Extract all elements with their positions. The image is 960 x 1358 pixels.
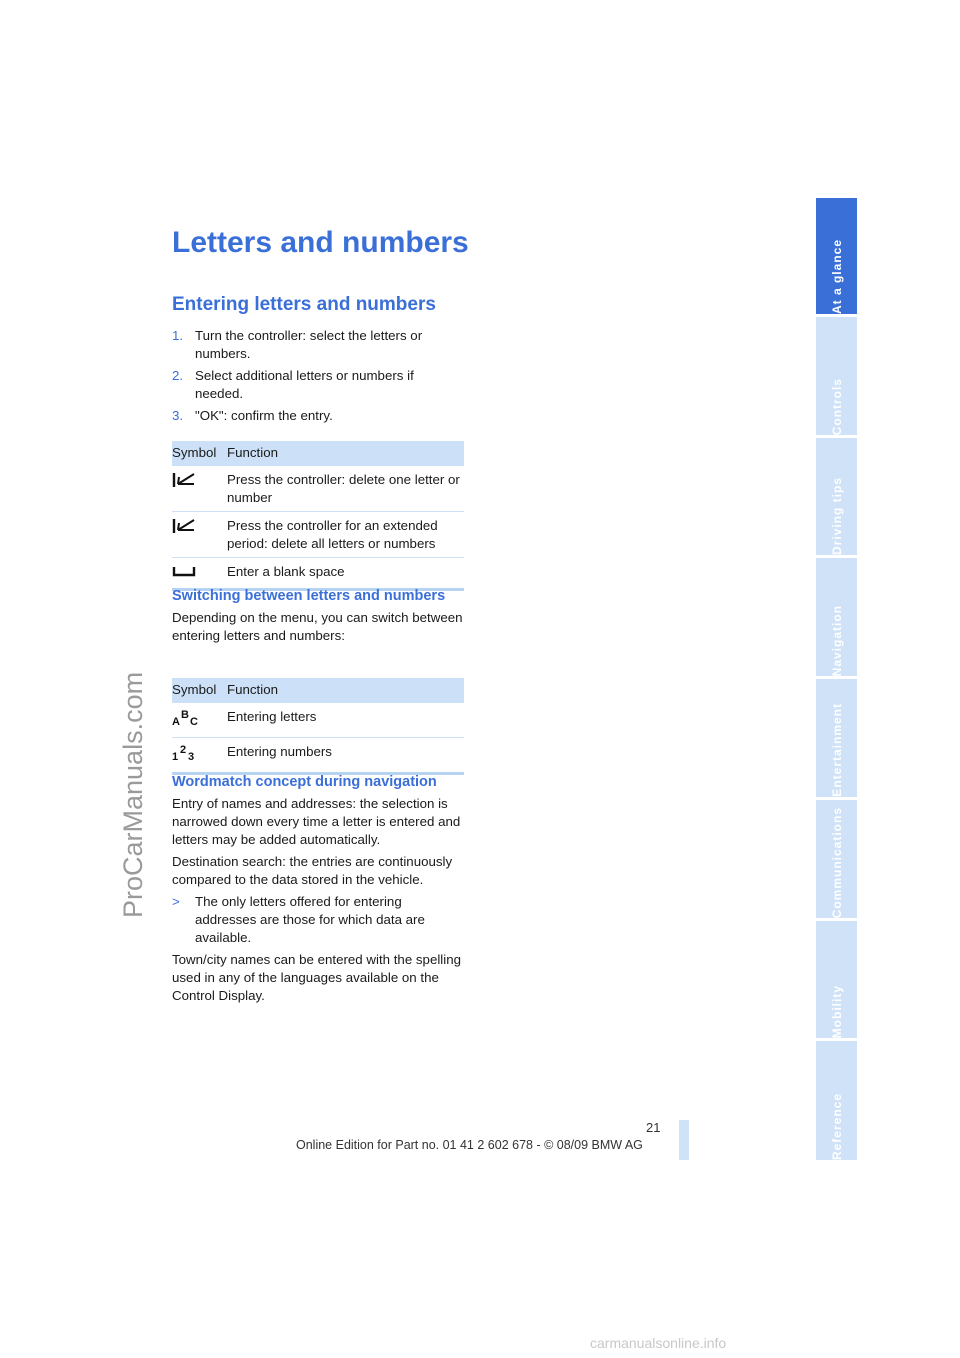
step-number: 3.: [172, 408, 184, 423]
table-row: [172, 738, 464, 774]
table-row: [172, 466, 464, 512]
step-text: Turn the controller: select the letters or numbers.: [195, 328, 423, 361]
table-cell-function: Enter a blank space: [227, 558, 464, 590]
blank-space-icon: [172, 563, 198, 579]
bottom-watermark: carmanualsonline.info: [590, 1335, 727, 1351]
tab-label: Reference: [829, 1092, 844, 1160]
tab-navigation[interactable]: [816, 558, 857, 676]
table-cell-symbol: [172, 703, 227, 738]
svg-text:B: B: [181, 709, 189, 721]
footer-edition: Online Edition for Part no. 01 41 2 602 678 - © 08/09 BMW AG: [296, 1138, 643, 1152]
wordmatch-para-2: Destination search: the entries are continuously compared to the data stored in the vehicle.: [172, 854, 453, 887]
table-cell-symbol: [172, 738, 227, 774]
table-row: [172, 512, 464, 558]
delete-all-icon: [172, 517, 198, 535]
steps-list: [172, 327, 464, 429]
svg-text:2: 2: [180, 744, 187, 756]
table-cell-symbol: [172, 558, 227, 590]
tab-label: Entertainment: [829, 703, 844, 797]
tab-entertainment[interactable]: [816, 679, 857, 797]
svg-text:3: 3: [188, 751, 195, 763]
list-item: [172, 893, 464, 947]
list-item: [172, 407, 464, 425]
symbol-table-2-wrap: [172, 678, 464, 775]
wordmatch-para-1: Entry of names and addresses: the selection is narrowed down every time a letter is entered and letters may be added automatically.: [172, 796, 461, 847]
table-row: [172, 558, 464, 590]
section-heading-wordmatch: Wordmatch concept during navigation: [172, 774, 437, 790]
tab-driving-tips[interactable]: [816, 438, 857, 555]
symbol-table-1-wrap: [172, 441, 464, 591]
table-header-symbol: Symbol: [172, 441, 227, 466]
switching-intro: Depending on the menu, you can switch between entering letters and numbers:: [172, 610, 463, 643]
list-item: [172, 367, 464, 403]
delete-one-icon: [172, 471, 198, 489]
tab-label: Driving tips: [829, 476, 844, 555]
section-switching: [172, 587, 464, 649]
table-cell-symbol: [172, 466, 227, 512]
section-heading-switching: Switching between letters and numbers: [172, 588, 446, 604]
table-row: [172, 703, 464, 738]
side-watermark: ProCarManuals.com: [118, 671, 148, 919]
letters-icon: [172, 708, 202, 728]
step-number: 2.: [172, 368, 184, 383]
wordmatch-para-3: Town/city names can be entered with the spelling used in any of the languages available on the Control Display.: [172, 952, 461, 1003]
tab-mobility[interactable]: [816, 921, 857, 1038]
table-cell-function: Entering letters: [227, 703, 464, 738]
table-cell-function: Press the controller for an extended period: delete all letters or numbers: [227, 512, 464, 558]
svg-text:1: 1: [172, 751, 179, 763]
footer-bar: [679, 1120, 689, 1160]
tab-label: Navigation: [829, 604, 844, 676]
tab-label: Mobility: [829, 984, 844, 1038]
numbers-icon: [172, 743, 202, 763]
table-cell-function: Press the controller: delete one letter or number: [227, 466, 464, 512]
tab-label: Communications: [829, 806, 844, 918]
tab-label: At a glance: [829, 238, 844, 314]
bullet-text: The only letters offered for entering addresses are those for which data are available.: [195, 894, 425, 945]
tab-at-a-glance[interactable]: [816, 198, 857, 314]
table-header-symbol: Symbol: [172, 678, 227, 703]
section-wordmatch: [172, 773, 464, 1009]
step-text: "OK": confirm the entry.: [195, 408, 333, 423]
table-header-function: Function: [227, 678, 464, 703]
table-cell-function: Entering numbers: [227, 738, 464, 774]
step-number: 1.: [172, 328, 184, 343]
tab-controls[interactable]: [816, 317, 857, 435]
section-heading-entering: Entering letters and numbers: [172, 294, 436, 315]
svg-text:A: A: [172, 716, 180, 728]
symbol-table: [172, 441, 464, 591]
page-title: Letters and numbers: [172, 226, 469, 259]
tab-label: Controls: [829, 377, 844, 435]
bullet-mark: >: [172, 894, 180, 909]
list-item: [172, 327, 464, 363]
svg-text:C: C: [190, 716, 198, 728]
table-header-function: Function: [227, 441, 464, 466]
table-cell-symbol: [172, 512, 227, 558]
step-text: Select additional letters or numbers if needed.: [195, 368, 414, 401]
page-number: 21: [646, 1120, 661, 1135]
chapter-tabs: [816, 198, 857, 1160]
tab-reference[interactable]: [816, 1041, 857, 1160]
symbol-table: [172, 678, 464, 775]
tab-communications[interactable]: [816, 800, 857, 918]
